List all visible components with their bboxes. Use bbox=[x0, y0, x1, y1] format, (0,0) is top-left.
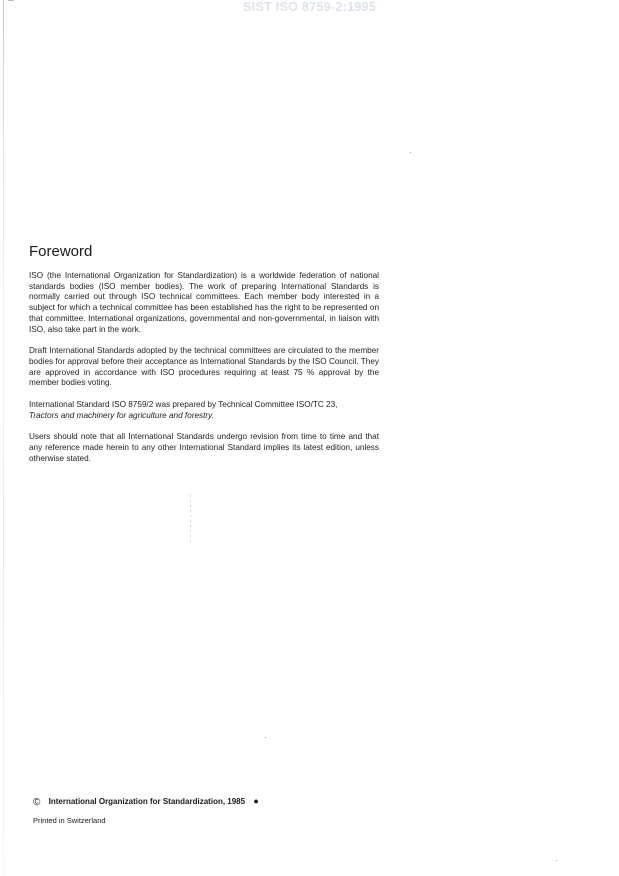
copyright-symbol: © bbox=[33, 797, 41, 808]
scan-dust bbox=[265, 737, 266, 738]
printed-in: Printed in Switzerland bbox=[33, 816, 106, 825]
copyright-text: International Organization for Standardization, 1985 bbox=[48, 797, 246, 806]
committee-title: Tractors and machinery for agriculture and forestry. bbox=[29, 410, 214, 420]
bullet-icon: ● bbox=[253, 796, 259, 806]
foreword-paragraph-2: Draft International Standards adopted by the technical committees are circulated to the member bodies for approval before their acceptance as International Standards by the ISO Council. They are approved in accordance with ISO procedures requiring at least 75 % approval by the member bodies voting. bbox=[29, 346, 379, 388]
foreword-paragraph-3 bbox=[29, 400, 379, 421]
corner-mark bbox=[8, 0, 14, 1]
copyright-line bbox=[33, 796, 259, 807]
foreword-paragraph-1: ISO (the International Organization for Standardization) is a worldwide federation of national standards bodies (ISO member bodies). The work of preparing International Standards is normally carried out through ISO technical committees. Each member body interested in a subject for which a technical committee has been established has the right to be represented on that committee. International organizations, governmental and non-governmental, in liaison with ISO, also take part in the work. bbox=[29, 271, 379, 334]
scan-artifact-line bbox=[190, 495, 191, 543]
watermark: SIST ISO 8759-2:1995 bbox=[242, 0, 377, 14]
prepared-by-text: International Standard ISO 8759/2 was prepared by Technical Committee ISO/TC 23, bbox=[29, 400, 338, 410]
scan-edge bbox=[3, 0, 4, 876]
foreword-section bbox=[29, 243, 379, 476]
scan-dust bbox=[556, 860, 557, 861]
foreword-title: Foreword bbox=[29, 243, 93, 260]
scan-dust bbox=[410, 152, 411, 153]
foreword-paragraph-4: Users should note that all International Standards undergo revision from time to time and that any reference made herein to any other International Standard implies its latest edition, unless otherwise stated. bbox=[29, 432, 379, 463]
